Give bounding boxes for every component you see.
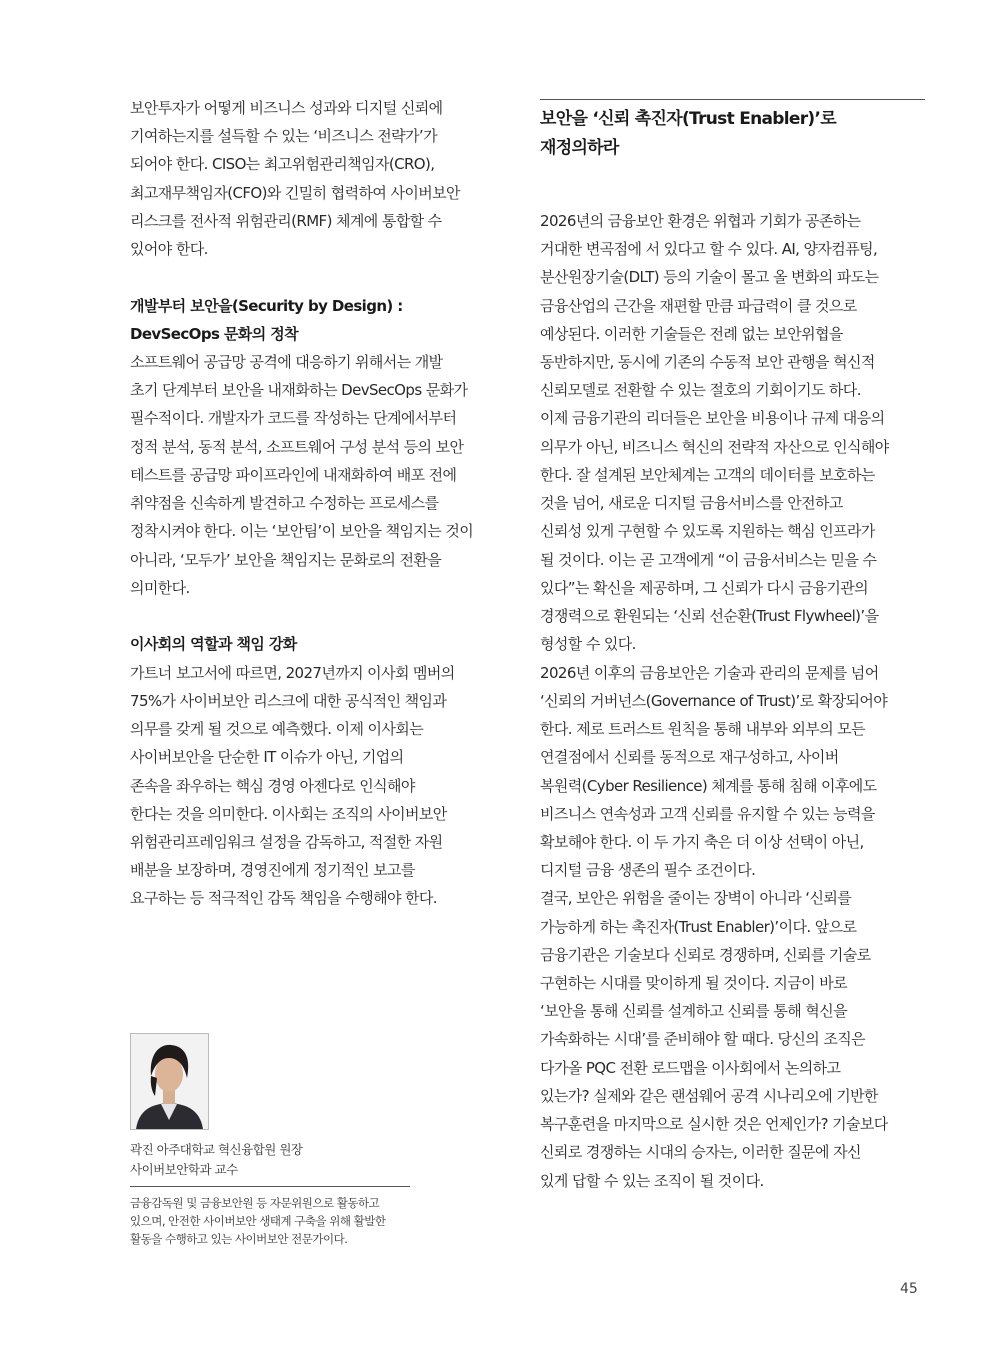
- text-line: 구현하는 시대를 맞이하게 될 것이다. 지금이 바로: [540, 974, 847, 992]
- text-line: 있다”는 확신을 제공하며, 그 신뢰가 다시 금융기관의: [540, 579, 869, 597]
- text-line: 요구하는 등 적극적인 감독 책임을 수행해야 한다.: [130, 889, 437, 907]
- text-line: 가능하게 하는 촉진자(Trust Enabler)’이다. 앞으로: [540, 918, 857, 936]
- text-line: 취약점을 신속하게 발견하고 수정하는 프로세스를: [130, 494, 439, 512]
- text-line: 분산원장기술(DLT) 등의 기술이 몰고 올 변화의 파도는: [540, 268, 879, 286]
- text-line: 다가올 PQC 전환 로드맵을 이사회에서 논의하고: [540, 1059, 841, 1077]
- text-line: 형성할 수 있다.: [540, 635, 636, 653]
- text-line: ‘보안을 통해 신뢰를 설계하고 신뢰를 통해 혁신을: [540, 1002, 847, 1020]
- text-line: 의무를 갖게 될 것으로 예측했다. 이제 이사회는: [130, 720, 424, 738]
- text-line: 한다는 것을 의미한다. 이사회는 조직의 사이버보안: [130, 805, 447, 823]
- text-line: 신뢰로 경쟁하는 시대의 승자는, 이러한 질문에 자신: [540, 1143, 861, 1161]
- text-line: 기여하는지를 설득할 수 있는 ‘비즈니스 전략가’가: [130, 127, 437, 145]
- text-line: 정착시켜야 한다. 이는 ‘보안팀’이 보안을 책임지는 것이: [130, 522, 474, 540]
- text-line: 이제 금융기관의 리더들은 보안을 비용이나 규제 대응의: [540, 409, 885, 427]
- bio-divider: [130, 1186, 410, 1187]
- heading-line: 이사회의 역할과 책임 강화: [130, 635, 297, 653]
- text-line: 연결점에서 신뢰를 동적으로 재구성하고, 사이버: [540, 748, 839, 766]
- text-line: 2026년 이후의 금융보안은 기술과 관리의 문제를 넘어: [540, 664, 879, 682]
- text-line: 초기 단계부터 보안을 내재화하는 DevSecOps 문화가: [130, 381, 468, 399]
- author-bio-line: 있으며, 안전한 사이버보안 생태계 구축을 위해 활발한: [130, 1214, 386, 1228]
- author-title-caption: 사이버보안학과 교수: [130, 1162, 238, 1177]
- text-line: 의미한다.: [130, 579, 190, 597]
- text-line: 최고재무책임자(CFO)와 긴밀히 협력하여 사이버보안: [130, 184, 460, 202]
- text-line: 되어야 한다. CISO는 최고위험관리책임자(CRO),: [130, 155, 435, 173]
- heading-line: 보안을 ‘신뢰 촉진자(Trust Enabler)’로: [540, 109, 836, 129]
- author-photo: [130, 1033, 209, 1130]
- text-line: 필수적이다. 개발자가 코드를 작성하는 단계에서부터: [130, 409, 457, 427]
- heading-line: 개발부터 보안을(Security by Design) :: [130, 297, 403, 315]
- text-line: 신뢰모델로 전환할 수 있는 절호의 기회이기도 하다.: [540, 381, 861, 399]
- text-line: 신뢰성 있게 구현할 수 있도록 지원하는 핵심 인프라가: [540, 522, 875, 540]
- author-bio-line: 활동을 수행하고 있는 사이버보안 전문가이다.: [130, 1232, 348, 1246]
- page-number: 45: [900, 1281, 918, 1297]
- text-line: 금융산업의 근간을 재편할 만큼 파급력이 클 것으로: [540, 297, 857, 315]
- text-line: 될 것이다. 이는 곧 고객에게 “이 금융서비스는 믿을 수: [540, 551, 877, 569]
- text-line: 소프트웨어 공급망 공격에 대응하기 위해서는 개발: [130, 353, 443, 371]
- text-line: 한다. 제로 트러스트 원칙을 통해 내부와 외부의 모든: [540, 720, 866, 738]
- text-line: 사이버보안을 단순한 IT 이슈가 아닌, 기업의: [130, 748, 404, 766]
- section-divider: [540, 99, 925, 100]
- text-line: 위험관리프레임워크 설정을 감독하고, 적절한 자원: [130, 833, 443, 851]
- text-line: 비즈니스 연속성과 고객 신뢰를 유지할 수 있는 능력을: [540, 805, 875, 823]
- text-line: 가트너 보고서에 따르면, 2027년까지 이사회 멤버의: [130, 664, 455, 682]
- text-line: 있는가? 실제와 같은 랜섬웨어 공격 시나리오에 기반한: [540, 1087, 878, 1105]
- author-bio-line: 금융감독원 및 금융보안원 등 자문위원으로 활동하고: [130, 1196, 380, 1210]
- heading-line: DevSecOps 문화의 정착: [130, 325, 298, 343]
- text-line: 있어야 한다.: [130, 240, 208, 258]
- text-line: 배분을 보장하며, 경영진에게 정기적인 보고를: [130, 861, 415, 879]
- text-line: 테스트를 공급망 파이프라인에 내재화하여 배포 전에: [130, 466, 457, 484]
- text-line: 보안투자가 어떻게 비즈니스 성과와 디지털 신뢰에: [130, 99, 443, 117]
- text-line: 거대한 변곡점에 서 있다고 할 수 있다. AI, 양자컴퓨팅,: [540, 240, 878, 258]
- text-line: 리스크를 전사적 위험관리(RMF) 체계에 통합할 수: [130, 212, 442, 230]
- text-line: 경쟁력으로 환원되는 ‘신뢰 선순환(Trust Flywheel)’을: [540, 607, 879, 625]
- text-line: 있게 답할 수 있는 조직이 될 것이다.: [540, 1172, 764, 1190]
- text-line: 아니라, ‘모두가’ 보안을 책임지는 문화로의 전환을: [130, 551, 442, 569]
- text-line: 의무가 아닌, 비즈니스 혁신의 전략적 자산으로 인식해야: [540, 438, 889, 456]
- heading-line: 재정의하라: [540, 138, 619, 158]
- text-line: 정적 분석, 동적 분석, 소프트웨어 구성 분석 등의 보안: [130, 438, 464, 456]
- text-line: 것을 넘어, 새로운 디지털 금융서비스를 안전하고: [540, 494, 843, 512]
- author-portrait-icon: [131, 1034, 208, 1129]
- text-line: 디지털 금융 생존의 필수 조건이다.: [540, 861, 756, 879]
- text-line: 75%가 사이버보안 리스크에 대한 공식적인 책임과: [130, 692, 447, 710]
- text-line: 한다. 잘 설계된 보안체계는 고객의 데이터를 보호하는: [540, 466, 875, 484]
- text-line: 동반하지만, 동시에 기존의 수동적 보안 관행을 혁신적: [540, 353, 875, 371]
- text-line: 2026년의 금융보안 환경은 위협과 기회가 공존하는: [540, 212, 861, 230]
- text-line: 예상된다. 이러한 기술들은 전례 없는 보안위협을: [540, 325, 843, 343]
- text-line: 결국, 보안은 위험을 줄이는 장벽이 아니라 ‘신뢰를: [540, 889, 852, 907]
- text-line: 확보해야 한다. 이 두 가지 축은 더 이상 선택이 아닌,: [540, 833, 864, 851]
- text-line: ‘신뢰의 거버넌스(Governance of Trust)’로 확장되어야: [540, 692, 888, 710]
- text-line: 금융기관은 기술보다 신뢰로 경쟁하며, 신뢰를 기술로: [540, 946, 871, 964]
- text-line: 존속을 좌우하는 핵심 경영 아젠다로 인식해야: [130, 777, 415, 795]
- author-name-caption: 곽진 아주대학교 혁신융합원 원장: [130, 1142, 303, 1157]
- text-line: 복구훈련을 마지막으로 실시한 것은 언제인가? 기술보다: [540, 1115, 888, 1133]
- text-line: 가속화하는 시대’를 준비해야 할 때다. 당신의 조직은: [540, 1030, 866, 1048]
- text-line: 복원력(Cyber Resilience) 체계를 통해 침해 이후에도: [540, 777, 877, 795]
